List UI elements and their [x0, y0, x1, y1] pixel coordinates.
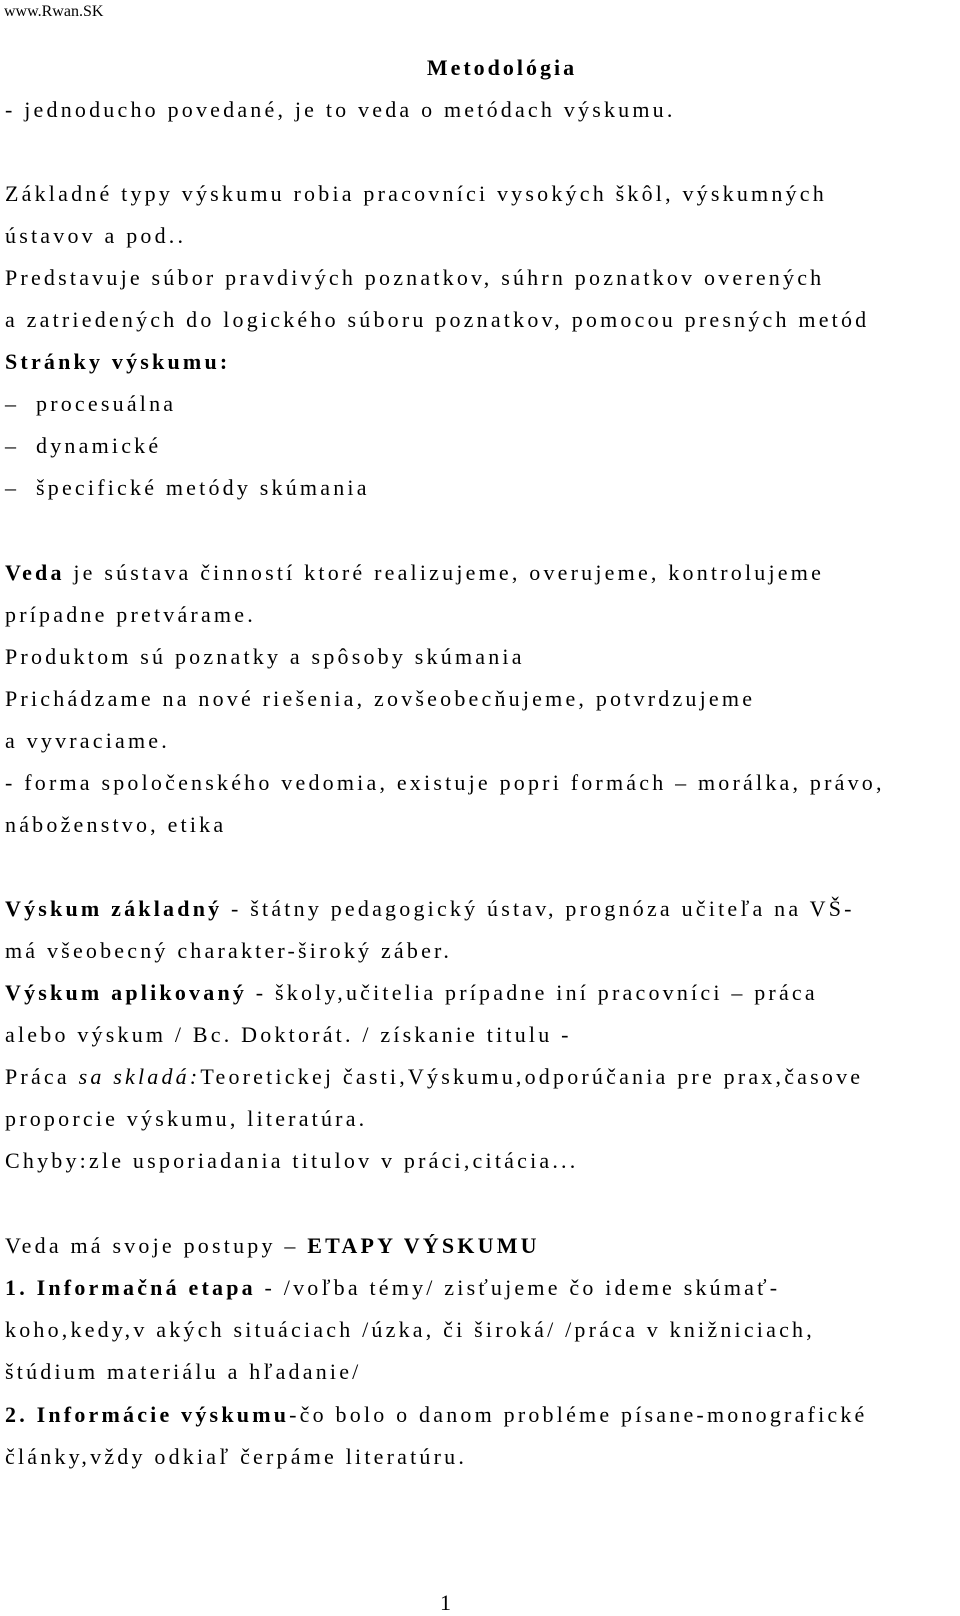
section-heading: Stránky výskumu: [5, 349, 231, 374]
text-line: - jednoducho povedané, je to veda o metódach výskumu. [5, 97, 676, 122]
text-run: - školy,učitelia prípadne iní pracovníci – práca [247, 980, 818, 1005]
text-line [5, 560, 824, 586]
text-line: proporcie výskumu, literatúra. [5, 1106, 368, 1131]
text-line: štúdium materiálu a hľadanie/ [5, 1359, 362, 1384]
text-run: je sústava činností ktoré realizujeme, overujeme, kontrolujeme [64, 560, 825, 585]
list-item-text: špecifické metódy skúmania [36, 475, 370, 500]
italic-text: sa skladá: [78, 1064, 201, 1089]
text-run: Teoretickej časti,Výskumu,odporúčania pre prax,časove [200, 1064, 864, 1089]
text-line: alebo výskum / Bc. Doktorát. / získanie titulu - [5, 1022, 572, 1047]
watermark: www.Rwan.SK [4, 3, 104, 20]
term: 2. Informácie výskumu [5, 1402, 290, 1427]
text-line: články,vždy odkiaľ čerpáme literatúru. [5, 1444, 468, 1469]
text-line: koho,kedy,v akých situáciach /úzka, či široká/ /práca v knižniciach, [5, 1317, 815, 1342]
text-run: Veda má svoje postupy – [5, 1233, 308, 1258]
page-number: 1 [440, 1590, 451, 1615]
dash-bullet: – [5, 391, 16, 416]
text-line [5, 1233, 540, 1259]
text-line [5, 980, 818, 1006]
page-title: Metodológia [426, 55, 578, 80]
text-line [5, 1064, 863, 1090]
text-line: prípadne pretvárame. [5, 602, 256, 627]
text-line: náboženstvo, etika [5, 812, 227, 837]
term: Výskum základný [5, 896, 223, 921]
text-line: ústavov a pod.. [5, 223, 187, 248]
term: Veda [5, 560, 65, 585]
term: ETAPY VÝSKUMU [307, 1233, 540, 1258]
text-line: Prichádzame na nové riešenia, zovšeobecňujeme, potvrdzujeme [5, 686, 756, 711]
list-item-text: procesuálna [36, 391, 177, 416]
term: Výskum aplikovaný [5, 980, 248, 1005]
dash-bullet: – [5, 475, 16, 500]
text-run: - /voľba témy/ zisťujeme čo ideme skúmať- [255, 1275, 781, 1300]
list-item [5, 391, 176, 417]
text-line: a zatriedených do logického súboru poznatkov, pomocou presných metód [5, 307, 870, 332]
text-run: -čo bolo o danom probléme písane-monografické [289, 1402, 868, 1427]
term: 1. Informačná etapa [5, 1275, 256, 1300]
text-line: Základné typy výskumu robia pracovníci vysokých škôl, výskumných [5, 181, 827, 206]
text-line [5, 1402, 868, 1428]
list-item-text: dynamické [36, 433, 162, 458]
text-line [5, 896, 855, 922]
list-item [5, 475, 370, 501]
text-run: Práca [5, 1064, 79, 1089]
text-line: má všeobecný charakter-široký záber. [5, 938, 453, 963]
text-line: a vyvraciame. [5, 728, 170, 753]
text-line: Produktom sú poznatky a spôsoby skúmania [5, 644, 525, 669]
text-line [5, 1275, 780, 1301]
list-item [5, 433, 161, 459]
text-run: - štátny pedagogický ústav, prognóza učiteľa na VŠ- [222, 896, 855, 921]
text-line: Predstavuje súbor pravdivých poznatkov, súhrn poznatkov overených [5, 265, 825, 290]
text-line: - forma spoločenského vedomia, existuje popri formách – morálka, právo, [5, 770, 885, 795]
dash-bullet: – [5, 433, 16, 458]
text-line: Chyby:zle usporiadania titulov v práci,citácia... [5, 1148, 579, 1173]
